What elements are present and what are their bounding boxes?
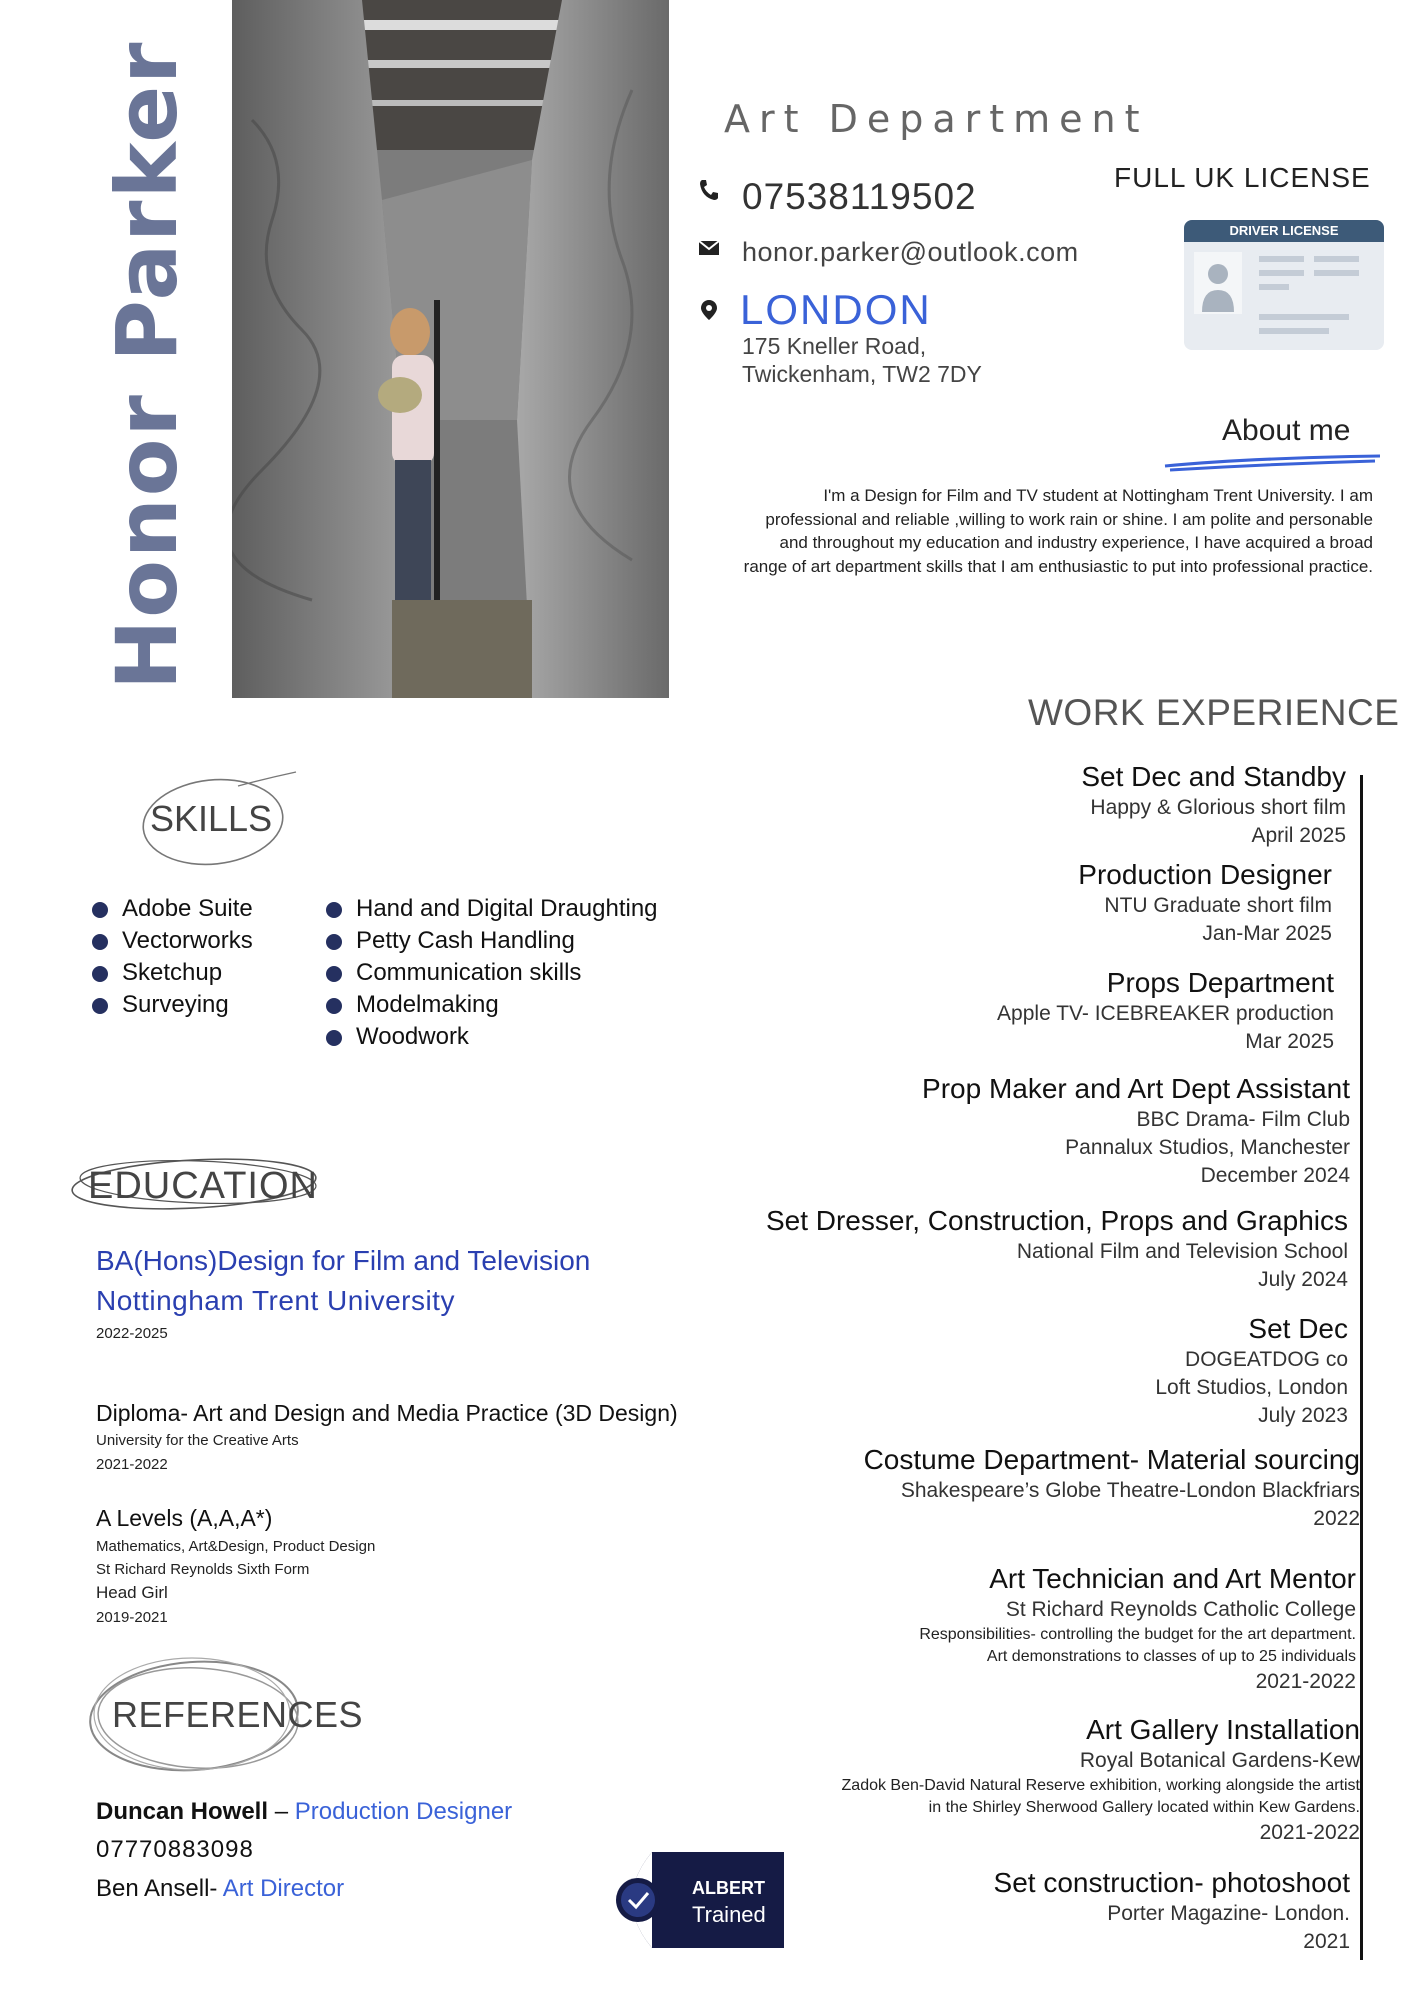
- job-title: Prop Maker and Art Dept Assistant: [922, 1073, 1350, 1104]
- job-responsibility: Art demonstrations to classes of up to 25 individuals: [986, 1648, 1356, 1665]
- diploma-school: University for the Creative Arts: [96, 1432, 299, 1449]
- job-entry: [997, 966, 1334, 1056]
- job-date: 2021: [1303, 1930, 1350, 1953]
- alevels-school: St Richard Reynolds Sixth Form: [96, 1561, 310, 1578]
- job-entry: [842, 1713, 1360, 1847]
- reference-2-name: Ben Ansell-: [96, 1875, 223, 1902]
- job-date: 2022: [1313, 1507, 1360, 1530]
- alevels-title: A Levels (A,A,A*): [96, 1505, 273, 1531]
- skill-item: Sketchup: [92, 957, 253, 989]
- bullet-icon: [326, 902, 342, 918]
- reference-2: [96, 1875, 344, 1903]
- bullet-icon: [92, 902, 108, 918]
- job-entry: [864, 1443, 1360, 1533]
- albert-trained-badge: [612, 1852, 784, 1948]
- job-detail: BBC Drama- Film Club: [1136, 1108, 1350, 1131]
- job-detail: Apple TV- ICEBREAKER production: [997, 1002, 1334, 1025]
- envelope-icon: [697, 236, 721, 260]
- skill-item: Hand and Digital Draughting: [326, 893, 658, 925]
- degree-years: 2022-2025: [96, 1325, 168, 1342]
- phone-icon: [697, 178, 721, 202]
- location-pin-icon: [697, 298, 721, 322]
- job-responsibility: in the Shirley Sherwood Gallery located within Kew Gardens.: [928, 1799, 1360, 1816]
- about-title: About me: [1222, 414, 1351, 447]
- job-entry: [919, 1562, 1356, 1696]
- job-detail: Royal Botanical Gardens-Kew: [1079, 1749, 1360, 1772]
- job-title: Art Technician and Art Mentor: [989, 1563, 1356, 1594]
- job-entry: [1081, 760, 1346, 850]
- diploma-years: 2021-2022: [96, 1456, 168, 1473]
- job-detail: St Richard Reynolds Catholic College: [1005, 1598, 1356, 1621]
- job-date: 2021-2022: [1259, 1821, 1360, 1844]
- diploma-title: Diploma- Art and Design and Media Practice (3D Design): [96, 1400, 678, 1426]
- address-line-2: Twickenham, TW2 7DY: [742, 361, 982, 387]
- bullet-icon: [326, 1030, 342, 1046]
- skill-item: Surveying: [92, 989, 253, 1021]
- bullet-icon: [326, 998, 342, 1014]
- name-vertical: Honor Parker: [98, 40, 196, 690]
- about-text: I'm a Design for Film and TV student at Nottingham Trent University. I am professional and reliable ,willing to work rain or shine. I am polite and personable and throughout my education and industry experience, I have acquired a broad range of art department skills that I am enthusiastic to put into professional practice.: [743, 486, 1373, 576]
- reference-2-role: Art Director: [222, 1875, 345, 1902]
- job-detail: NTU Graduate short film: [1104, 894, 1332, 917]
- job-title: Set Dresser, Construction, Props and Graphics: [765, 1205, 1348, 1236]
- skills-list-1: [92, 893, 253, 1021]
- job-title: Set Dec: [1248, 1313, 1348, 1344]
- reference-1: [96, 1798, 512, 1826]
- job-title: Art Gallery Installation: [1086, 1714, 1360, 1745]
- license-card-label: DRIVER LICENSE: [1184, 220, 1384, 242]
- id-card-icon: [1184, 242, 1384, 350]
- job-responsibility: Zadok Ben-David Natural Reserve exhibition, working alongside the artist: [841, 1777, 1360, 1794]
- skill-item: Vectorworks: [92, 925, 253, 957]
- department-title: Art Department: [724, 97, 1149, 141]
- job-title: Set construction- photoshoot: [993, 1867, 1350, 1898]
- job-date: Jan-Mar 2025: [1202, 922, 1332, 945]
- university-name: Nottingham Trent University: [96, 1285, 455, 1316]
- job-title: Costume Department- Material sourcing: [863, 1444, 1360, 1475]
- timeline-line: [1360, 775, 1363, 1960]
- skill-item: Modelmaking: [326, 989, 658, 1021]
- city: LONDON: [740, 286, 932, 333]
- job-detail: DOGEATDOG co: [1185, 1348, 1348, 1371]
- job-title: Set Dec and Standby: [1081, 761, 1346, 792]
- address-line-1: 175 Kneller Road,: [742, 333, 927, 359]
- education-title: EDUCATION: [88, 1165, 318, 1207]
- job-responsibility: Responsibilities- controlling the budget for the art department.: [919, 1626, 1356, 1643]
- skills-title: SKILLS: [150, 798, 273, 839]
- phone-number[interactable]: 07538119502: [742, 176, 977, 217]
- degree-title: BA(Hons)Design for Film and Television: [96, 1245, 591, 1276]
- job-date: December 2024: [1200, 1164, 1350, 1187]
- email-address[interactable]: honor.parker@outlook.com: [742, 237, 1079, 267]
- skill-item: Woodwork: [326, 1021, 658, 1053]
- skills-list-2: [326, 893, 658, 1053]
- job-detail: National Film and Television School: [1016, 1240, 1348, 1263]
- job-date: July 2023: [1258, 1404, 1348, 1427]
- job-title: Production Designer: [1078, 859, 1332, 890]
- reference-1-role: Production Designer: [294, 1798, 513, 1825]
- skill-item: Communication skills: [326, 957, 658, 989]
- job-detail: Porter Magazine- London.: [1107, 1902, 1350, 1925]
- reference-1-separator: –: [268, 1798, 295, 1825]
- alevels-years: 2019-2021: [96, 1609, 168, 1626]
- work-experience-title: WORK EXPERIENCE: [1028, 692, 1400, 733]
- job-date: Mar 2025: [1245, 1030, 1334, 1053]
- job-date: April 2025: [1251, 824, 1346, 847]
- bullet-icon: [92, 966, 108, 982]
- profile-photo: [232, 0, 669, 698]
- job-title: Props Department: [1106, 967, 1334, 998]
- bullet-icon: [326, 966, 342, 982]
- skill-item: Petty Cash Handling: [326, 925, 658, 957]
- references-title: REFERENCES: [112, 1694, 364, 1735]
- job-detail: Shakespeare’s Globe Theatre-London Blackfriars: [900, 1479, 1360, 1502]
- job-detail: Loft Studios, London: [1155, 1376, 1348, 1399]
- job-date: 2021-2022: [1255, 1670, 1356, 1693]
- badge-line-1: ALBERT: [692, 1878, 765, 1898]
- alevels-role: Head Girl: [96, 1583, 168, 1602]
- badge-line-2: Trained: [692, 1902, 766, 1927]
- job-date: July 2024: [1258, 1268, 1348, 1291]
- job-entry: [922, 1072, 1350, 1190]
- bullet-icon: [92, 934, 108, 950]
- job-entry: [766, 1204, 1348, 1294]
- alevels-subjects: Mathematics, Art&Design, Product Design: [96, 1538, 376, 1555]
- license-title: FULL UK LICENSE: [1114, 162, 1371, 193]
- job-detail: Happy & Glorious short film: [1090, 796, 1346, 819]
- bullet-icon: [326, 934, 342, 950]
- bullet-icon: [92, 998, 108, 1014]
- reference-1-phone[interactable]: 07770883098: [96, 1836, 254, 1863]
- skill-item: Adobe Suite: [92, 893, 253, 925]
- job-detail: Pannalux Studios, Manchester: [1065, 1136, 1350, 1159]
- driver-license-card: [1184, 220, 1384, 350]
- job-entry: [994, 1866, 1350, 1956]
- job-entry: [1078, 858, 1332, 948]
- about-underline: [1160, 448, 1385, 474]
- job-entry: [1155, 1312, 1348, 1430]
- reference-1-name: Duncan Howell: [96, 1798, 269, 1825]
